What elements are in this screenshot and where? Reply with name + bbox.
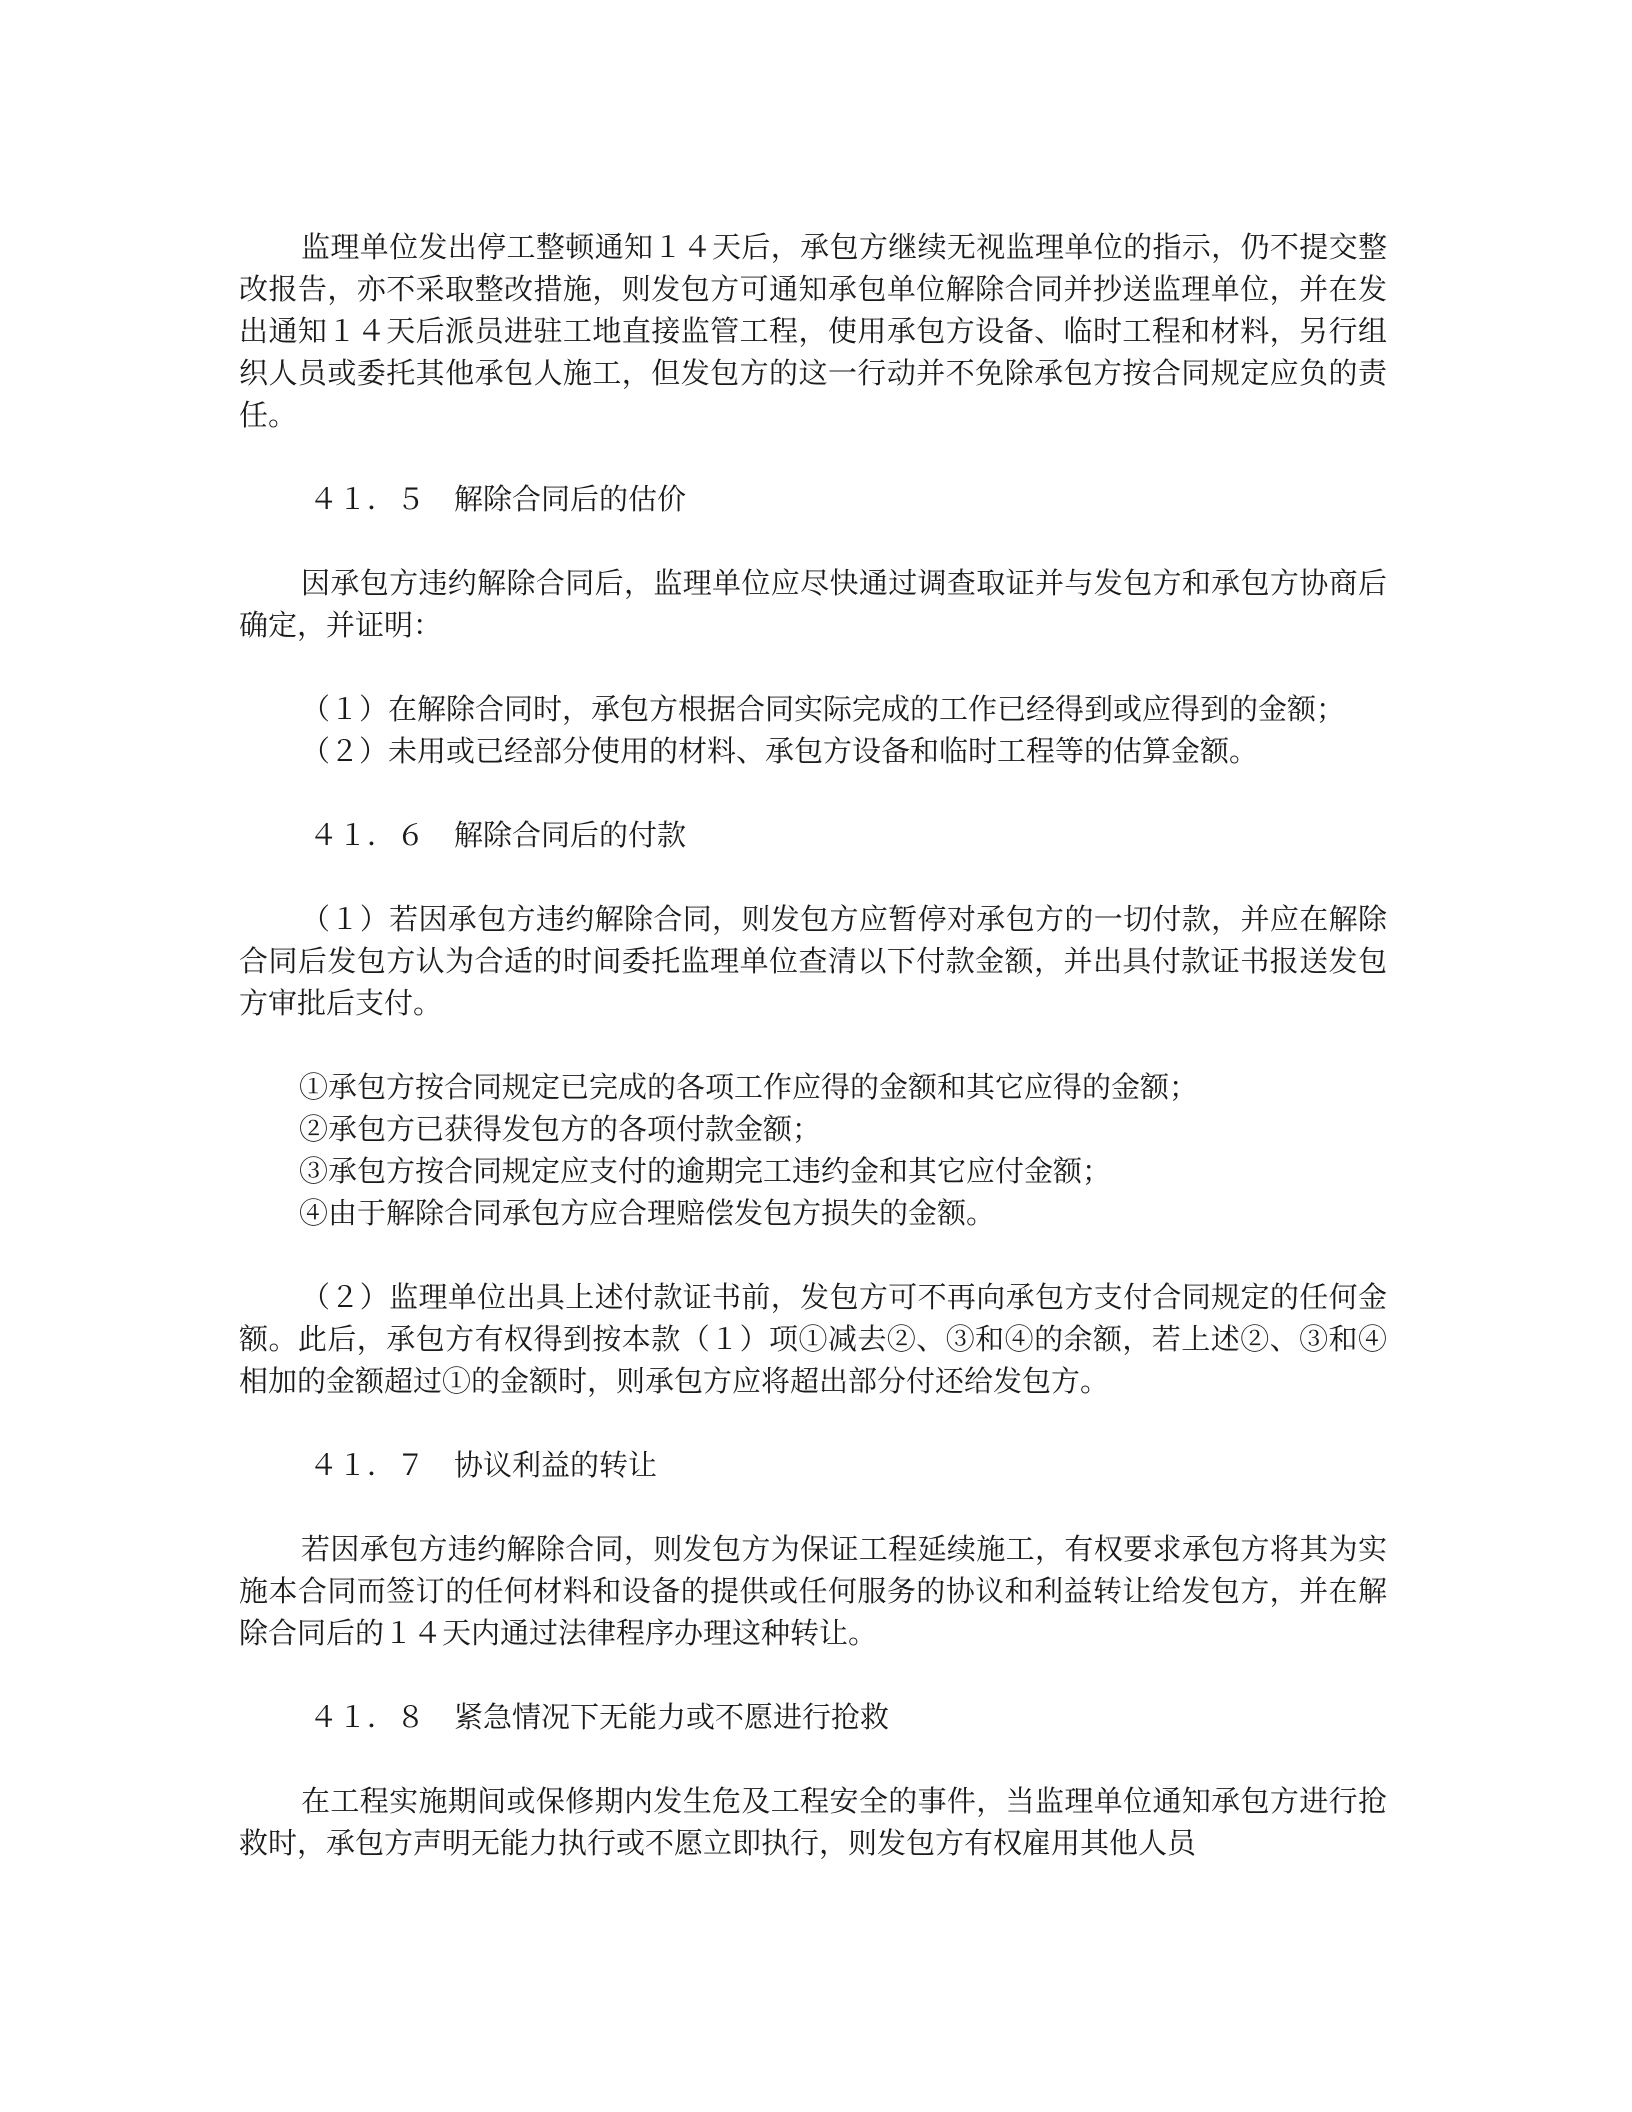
heading-41-8: ４１．８ 紧急情况下无能力或不愿进行抢救 — [309, 1700, 890, 1734]
paragraph-payment-1: （１）若因承包方违约解除合同，则发包方应暂停对承包方的一切付款，并应在解除合同后发包方认为合适的时间委托监理单位查清以下付款金额，并出具付款证书报送发包方审批后支付。 — [239, 902, 1387, 1020]
heading-41-5: ４１．５ 解除合同后的估价 — [309, 482, 687, 516]
paragraph-valuation: 因承包方违约解除合同后，监理单位应尽快通过调查取证并与发包方和承包方协商后确定，并证明： — [239, 566, 1387, 642]
paragraph-emergency: 在工程实施期间或保修期内发生危及工程安全的事件，当监理单位通知承包方进行抢救时，承包方声明无能力执行或不愿立即执行，则发包方有权雇用其他人员 — [239, 1784, 1387, 1860]
paragraph-payment-2: （２）监理单位出具上述付款证书前，发包方可不再向承包方支付合同规定的任何金额。此后，承包方有权得到按本款（１）项①减去②、③和④的余额，若上述②、③和④相加的金额超过①的金额时，则承包方应将超出部分付还给发包方。 — [239, 1280, 1387, 1398]
heading-41-7: ４１．７ 协议利益的转让 — [309, 1448, 658, 1482]
list-item-payment-d: ④由于解除合同承包方应合理赔偿发包方损失的金额。 — [299, 1196, 996, 1230]
list-item-valuation-1: （１）在解除合同时，承包方根据合同实际完成的工作已经得到或应得到的金额； — [301, 692, 1346, 726]
list-item-payment-c: ③承包方按合同规定应支付的逾期完工违约金和其它应付金额； — [299, 1154, 1112, 1188]
document-page — [239, 226, 1387, 1864]
paragraph-assignment: 若因承包方违约解除合同，则发包方为保证工程延续施工，有权要求承包方将其为实施本合同而签订的任何材料和设备的提供或任何服务的协议和利益转让给发包方，并在解除合同后的１４天内通过法律程序办理这种转让。 — [239, 1532, 1387, 1650]
heading-41-6: ４１．６ 解除合同后的付款 — [309, 818, 687, 852]
list-item-payment-a: ①承包方按合同规定已完成的各项工作应得的金额和其它应得的金额； — [299, 1070, 1199, 1104]
list-item-payment-b: ②承包方已获得发包方的各项付款金额； — [299, 1112, 822, 1146]
paragraph-termination-notice: 监理单位发出停工整顿通知１４天后，承包方继续无视监理单位的指示，仍不提交整改报告，亦不采取整改措施，则发包方可通知承包单位解除合同并抄送监理单位，并在发出通知１４天后派员进驻工地直接监管工程，使用承包方设备、临时工程和材料，另行组织人员或委托其他承包人施工，但发包方的这一行动并不免除承包方按合同规定应负的责任。 — [239, 230, 1387, 432]
list-item-valuation-2: （２）未用或已经部分使用的材料、承包方设备和临时工程等的估算金额。 — [301, 734, 1259, 768]
